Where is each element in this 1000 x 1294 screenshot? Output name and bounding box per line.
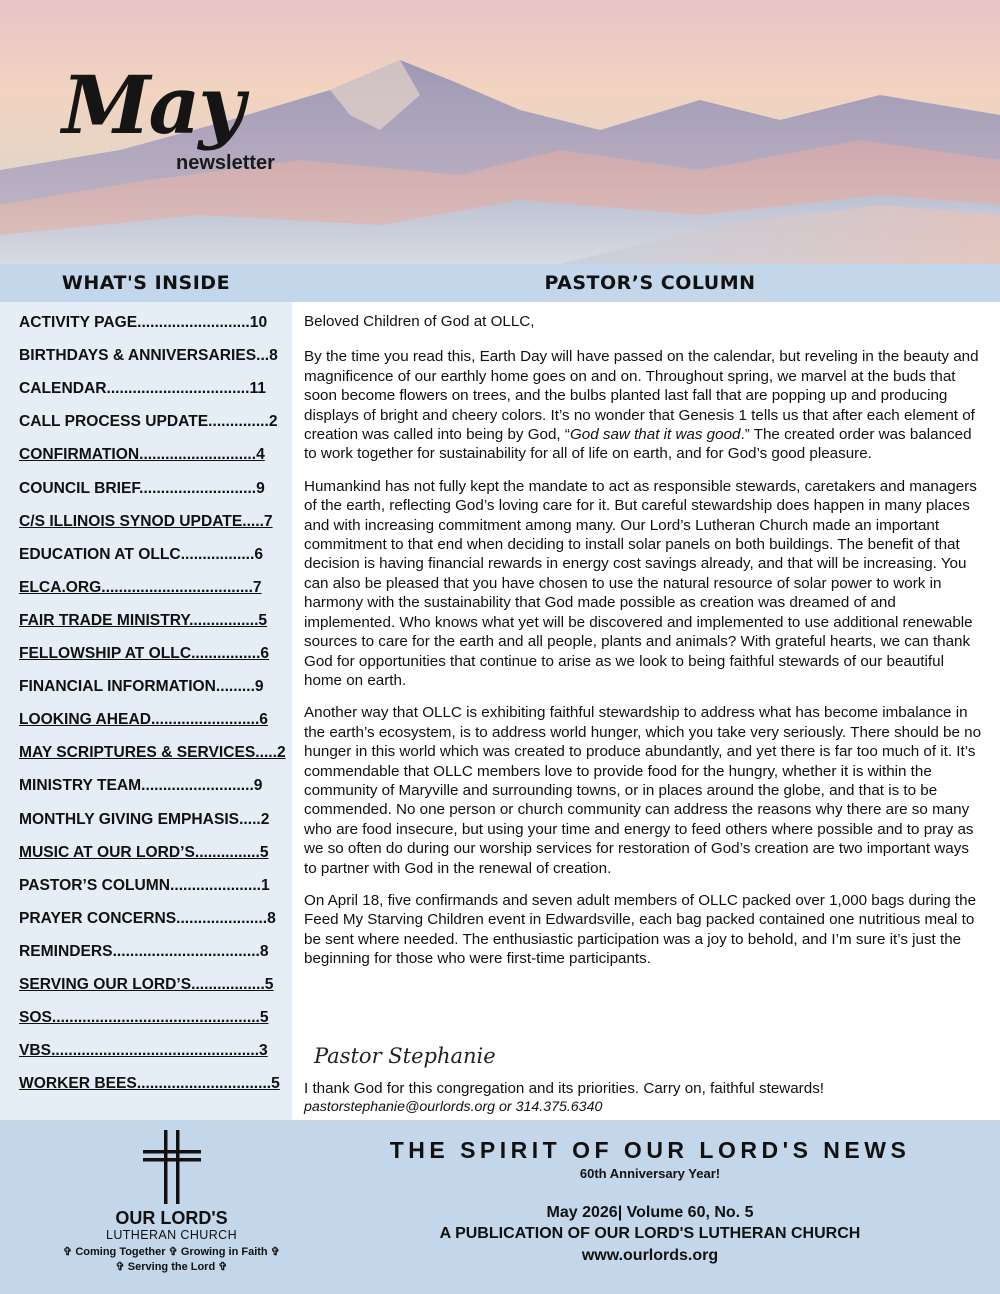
section-header-bar	[0, 264, 1000, 302]
double-cross-icon	[143, 1130, 201, 1204]
website-link[interactable]: www.ourlords.org	[581, 1247, 719, 1264]
newsletter-subtitle: newsletter	[176, 152, 275, 174]
toc-item: ACTIVITY PAGE..........................10	[19, 314, 268, 331]
contact-info[interactable]: pastorstephanie@ourlords.org or 314.375.6340	[304, 1099, 603, 1115]
logo-tagline-1: ✞ Coming Together ✞ Growing in Faith ✞	[63, 1246, 280, 1258]
pastor-signature: Pastor Stephanie	[314, 1044, 496, 1068]
toc-item[interactable]: FAIR TRADE MINISTRY................5	[19, 611, 268, 629]
closing-line: I thank God for this congregation and its priorities. Carry on, faithful stewards!	[304, 1080, 825, 1097]
toc-item[interactable]: MUSIC AT OUR LORD’S...............5	[19, 843, 269, 861]
toc-item: PRAYER CONCERNS.....................8	[19, 909, 276, 927]
toc-item[interactable]: SERVING OUR LORD’S.................5	[19, 976, 274, 993]
toc-item[interactable]: MAY SCRIPTURES & SERVICES.....2	[19, 744, 286, 762]
toc-item[interactable]: CONFIRMATION...........................4	[19, 446, 265, 464]
whats-inside-heading: WHAT'S INSIDE	[61, 272, 231, 294]
anniversary-note: 60th Anniversary Year!	[579, 1166, 721, 1181]
toc-item: MONTHLY GIVING EMPHASIS.....2	[19, 810, 270, 828]
pastors-column-heading: PASTOR’S COLUMN	[544, 272, 756, 294]
header-banner	[0, 0, 1000, 264]
toc-item: BIRTHDAYS & ANNIVERSARIES...8	[19, 347, 278, 365]
toc-item[interactable]: VBS................................................3	[19, 1042, 268, 1060]
pastors-column-body	[304, 312, 984, 982]
issue-info: May 2026| Volume 60, No. 5	[546, 1204, 754, 1221]
logo-tagline-2: ✞ Serving the Lord ✞	[115, 1261, 228, 1273]
paragraph-4: On April 18, five confirmands and seven adult members of OLLC packed over 1,000 bags during the Feed My Starving Children event in Edwardsville, each bag packed contained one nutritious meal to be sent where needed. The enthusiastic participation was a joy to behold, and I’m sure it’s just the beginning for those who were first-time participants.	[304, 891, 977, 968]
toc-item: CALENDAR.................................11	[19, 380, 266, 398]
toc-item: REMINDERS..................................8	[19, 942, 269, 960]
newsletter-month-title: May	[62, 58, 243, 152]
toc-item[interactable]: ELCA.ORG...................................7	[19, 578, 262, 596]
table-of-contents	[0, 302, 292, 1120]
toc-item[interactable]: WORKER BEES...............................5	[19, 1075, 280, 1093]
toc-item: COUNCIL BRIEF...........................9	[19, 479, 265, 497]
logo-church-subname: LUTHERAN CHURCH	[105, 1228, 237, 1242]
toc-item[interactable]: C/S ILLINOIS SYNOD UPDATE.....7	[19, 512, 273, 530]
publisher-line: A PUBLICATION OF OUR LORD'S LUTHERAN CHURCH	[439, 1225, 861, 1242]
toc-item[interactable]: LOOKING AHEAD.........................6	[19, 711, 268, 729]
publication-title: THE SPIRIT OF OUR LORD'S NEWS	[389, 1137, 911, 1163]
toc-item: EDUCATION AT OLLC.................6	[19, 545, 264, 563]
toc-item: PASTOR’S COLUMN.....................1	[19, 876, 270, 894]
scripture-quote: God saw that it was good	[569, 426, 741, 444]
toc-item: CALL PROCESS UPDATE..............2	[19, 413, 278, 431]
toc-item[interactable]: SOS................................................5	[19, 1009, 269, 1027]
paragraph-2: Humankind has not fully kept the mandate to act as responsible stewards, caretakers and managers of the earth, reflecting God’s loving care for it. But careful stewardship does happen in many places and with increasing commitment among many. Our Lord’s Lutheran Church made an important commitment to that end when deciding to install solar panels on both buildings. The benefit of that decision is having financial rewards in energy cost savings already, and that will be increasing. You can also be pleased that you have chosen to use the natural resource of solar power to work in harmony with the sustainability that God made possible as creation was dreamed of and implemented. Who knows what yet will be discovered and implemented to use additional renewable sources to care for the earth and all people, plants and animals? With grateful hearts, we can thank God for opportunities that continue to arise as we look to being faithful stewards of our beautiful home on earth.	[304, 477, 977, 689]
greeting: Beloved Children of God at OLLC,	[304, 313, 535, 330]
paragraph-3: Another way that OLLC is exhibiting faithful stewardship to address what has become imbalance in the earth’s ecosystem, is to address world hunger, which you take very seriously. There should be no hunger in this world which was created to produce abundantly, and yet there is far too much of it. It’s commendable that OLLC members love to provide food for the hungry, whether it is within the community of Maryville and surrounding towns, or in places around the globe, and that is to be commended. No one person or church community can address the reasons why there are so many who are food insecure, but using your time and energy to feed others where possible and to pray as we so often do during our worship services for restoration of God’s creation are two important ways to partner with God in the renewal of creation.	[304, 704, 982, 877]
toc-item[interactable]: FELLOWSHIP AT OLLC................6	[19, 645, 270, 662]
logo-church-name: OUR LORD'S	[115, 1208, 228, 1228]
toc-item: MINISTRY TEAM..........................9	[19, 777, 263, 795]
toc-item: FINANCIAL INFORMATION.........9	[19, 678, 264, 696]
paragraph-1: By the time you read this, Earth Day will have passed on the calendar, but reveling in the beauty and magnificence of our earthly home goes on and on. Throughout spring, we marvel at the buds that soon become flowers on trees, and the bulbs planted last fall that are popping up and producing displays of bright and cheery colors. It’s no wonder that Genesis 1 tells us that after each element of creation was called into being by God, “God saw that it was good.” The created order was balanced to work together for sustainability for all of life on earth, and for God’s good pleasure.	[304, 348, 979, 463]
